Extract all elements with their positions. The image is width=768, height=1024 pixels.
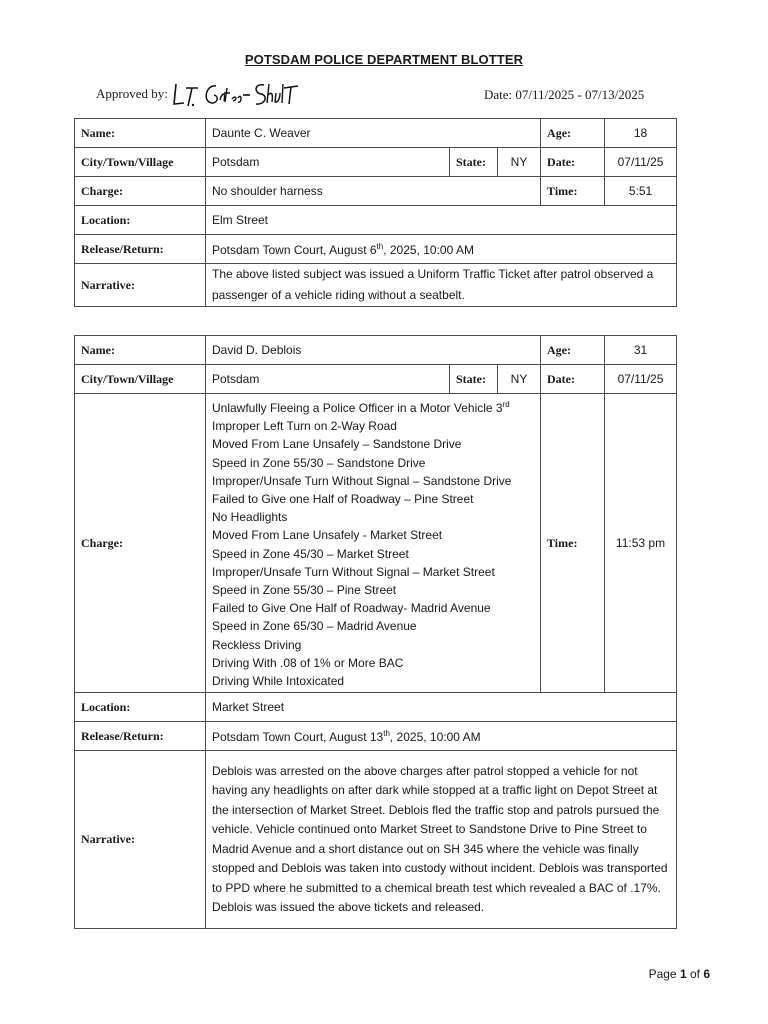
charge-item: Driving While Intoxicated [212, 674, 345, 689]
subject-city: Potsdam [206, 365, 450, 394]
page-prefix: Page [648, 967, 680, 981]
age-label: Age: [541, 119, 605, 148]
release-time-text: , 2025, 10:00 AM [389, 729, 481, 744]
charge-item: Improper Left Turn on 2-Way Road [212, 419, 397, 434]
subject-age: 18 [605, 119, 677, 148]
blotter-date-range: Date: 07/11/2025 - 07/13/2025 [484, 87, 645, 102]
name-label: Name: [75, 119, 206, 148]
charge-label: Charge: [75, 394, 206, 693]
time-label: Time: [541, 177, 605, 206]
charge-item: Speed in Zone 45/30 – Market Street [212, 546, 409, 561]
location-label: Location: [75, 693, 206, 722]
page-title: POTSDAM POLICE DEPARTMENT BLOTTER [244, 52, 524, 67]
charge-item: Improper/Unsafe Turn Without Signal – Sandstone Drive [212, 473, 512, 488]
subject-age: 31 [605, 336, 677, 365]
incident-date: 07/11/25 [605, 365, 677, 394]
city-label: City/Town/Village [75, 365, 206, 394]
date-label: Date: [541, 365, 605, 394]
charge-degree-suffix: rd [502, 400, 510, 409]
charge-item-text: Unlawfully Fleeing a Police Officer in a Motor Vehicle 3 [212, 401, 503, 415]
subject-city: Potsdam [206, 148, 450, 177]
release-return [206, 722, 677, 751]
charge-text: No shoulder harness [206, 177, 541, 206]
page-current: 1 [679, 967, 687, 981]
charge-item [212, 396, 534, 417]
charge-item: No Headlights [212, 510, 288, 525]
subject-state: NY [498, 148, 541, 177]
location-label: Location: [75, 206, 206, 235]
state-label: State: [450, 365, 498, 394]
charge-label: Charge: [75, 177, 206, 206]
incident-time: 5:51 [605, 177, 677, 206]
charge-item: Failed to Give One Half of Roadway- Madrid Avenue [212, 601, 491, 616]
narrative-label: Narrative: [75, 264, 206, 307]
narrative-label: Narrative: [75, 751, 206, 929]
page-of: of [686, 967, 704, 981]
incident-date: 07/11/25 [605, 148, 677, 177]
charge-item: Moved From Lane Unsafely – Sandstone Drive [212, 437, 462, 452]
page-total: 6 [703, 967, 710, 981]
release-label: Release/Return: [75, 235, 206, 264]
blotter-record [74, 335, 677, 929]
city-label: City/Town/Village [75, 148, 206, 177]
charge-item: Speed in Zone 55/30 – Sandstone Drive [212, 455, 426, 470]
name-label: Name: [75, 336, 206, 365]
release-date-suffix: th [376, 241, 384, 251]
release-date-text: Potsdam Town Court, August 13 [212, 729, 384, 744]
approved-by-signature [172, 76, 302, 110]
state-label: State: [450, 148, 498, 177]
charge-item: Driving With .08 of 1% or More BAC [212, 655, 404, 670]
charge-item: Failed to Give one Half of Roadway – Pine Street [212, 492, 474, 507]
age-label: Age: [541, 336, 605, 365]
subject-state: NY [498, 365, 541, 394]
release-time-text: , 2025, 10:00 AM [383, 242, 474, 257]
release-label: Release/Return: [75, 722, 206, 751]
date-label: Date: [541, 148, 605, 177]
charge-item: Reckless Driving [212, 637, 302, 652]
narrative-text: Deblois was arrested on the above charges after patrol stopped a vehicle for not having any headlights on after dark while stopped at a traffic light on Depot Street at the intersection of Market Street. Deblois fled the traffic stop and patrols pursued the vehicle. Vehicle continued onto Market Street to Sandstone Drive to Pine Street to Madrid Avenue and a short distance out on SH 345 where the vehicle was finally stopped and Deblois was taken into custody without incident. Deblois was transported to PPD where he submitted to a chemical breath test which revealed a BAC of .17%. Deblois was issued the above tickets and released. [206, 751, 677, 929]
incident-location: Market Street [206, 693, 677, 722]
incident-time: 11:53 pm [605, 394, 677, 693]
charge-item: Improper/Unsafe Turn Without Signal – Market Street [212, 564, 495, 579]
charge-item: Speed in Zone 55/30 – Pine Street [212, 583, 397, 598]
release-return [206, 235, 677, 264]
release-date-text: Potsdam Town Court, August 6 [212, 242, 377, 257]
subject-name: Daunte C. Weaver [206, 119, 541, 148]
charge-item: Moved From Lane Unsafely - Market Street [212, 528, 443, 543]
subject-name: David D. Deblois [206, 336, 541, 365]
release-date-suffix: th [383, 728, 390, 738]
incident-location: Elm Street [206, 206, 677, 235]
blotter-record [74, 118, 677, 307]
narrative-text: The above listed subject was issued a Uniform Traffic Ticket after patrol observed a passenger of a vehicle riding without a seatbelt. [206, 264, 677, 307]
charge-list [206, 394, 541, 693]
charge-item: Speed in Zone 65/30 – Madrid Avenue [212, 619, 417, 634]
approved-by-label: Approved by: [96, 86, 168, 101]
time-label: Time: [541, 394, 605, 693]
page-number [649, 967, 710, 981]
